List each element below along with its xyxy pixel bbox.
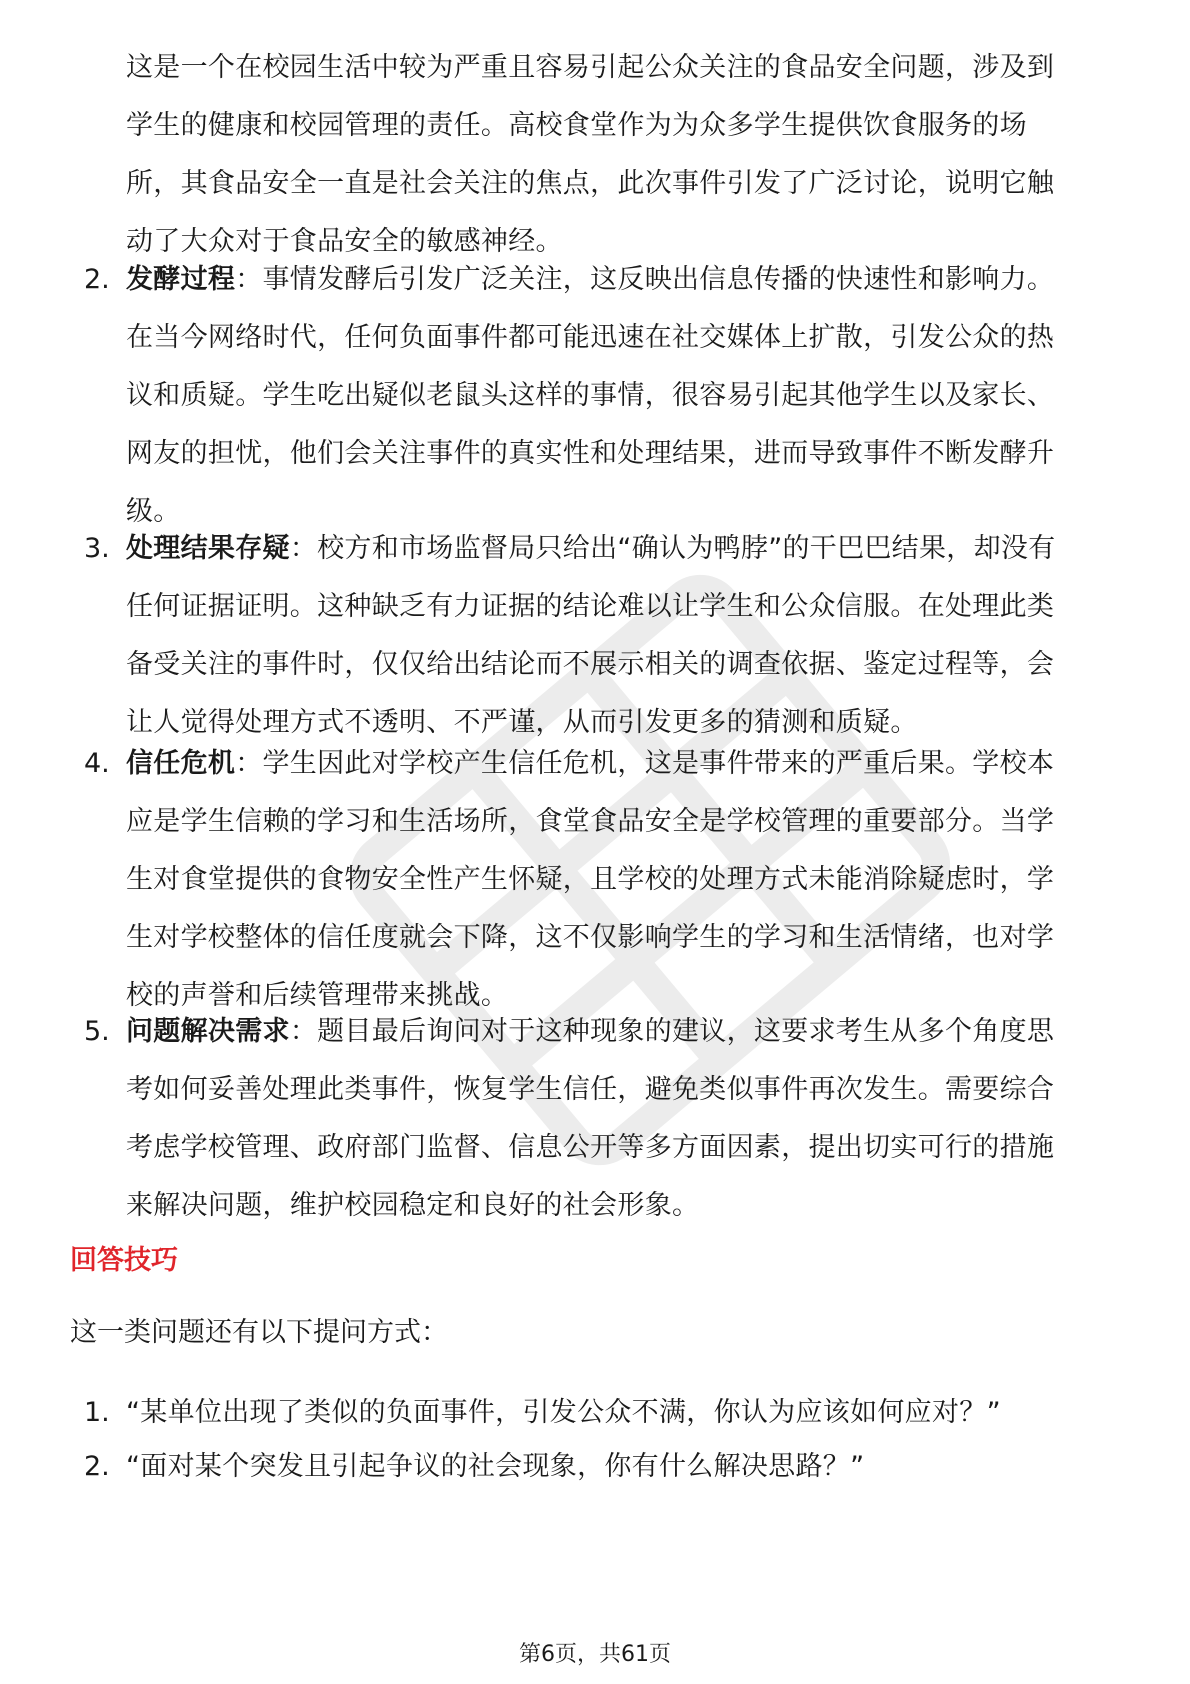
text-line: 考虑学校管理、政府部门监督、信息公开等多方面因素，提出切实可行的措施 bbox=[126, 1132, 1055, 1163]
section-heading: 回答技巧 bbox=[70, 1245, 178, 1276]
item-term: 问题解决需求 bbox=[126, 1016, 290, 1047]
text-line: 考如何妥善处理此类事件，恢复学生信任，避免类似事件再次发生。需要综合 bbox=[126, 1074, 1055, 1105]
item-text: ：校方和市场监督局只给出“确认为鸭脖”的干巴巴结果，却没有 bbox=[289, 533, 1056, 564]
list-number: 1. bbox=[84, 1397, 110, 1428]
text-line: 生对食堂提供的食物安全性产生怀疑，且学校的处理方式未能消除疑虑时，学 bbox=[126, 864, 1055, 895]
list-number: 2. bbox=[84, 264, 110, 295]
item-text: ：事情发酵后引发广泛关注，这反映出信息传播的快速性和影响力。 bbox=[235, 264, 1055, 295]
question-item: “面对某个突发且引起争议的社会现象，你有什么解决思路？” bbox=[126, 1451, 865, 1482]
list-item-first-line bbox=[126, 735, 1116, 793]
list-number: 2. bbox=[84, 1451, 110, 1482]
text-line: 级。 bbox=[126, 496, 181, 527]
list-item bbox=[126, 1003, 1116, 1235]
text-line: 应是学生信赖的学习和生活场所，食堂食品安全是学校管理的重要部分。当学 bbox=[126, 806, 1055, 837]
text-line: 让人觉得处理方式不透明、不严谨，从而引发更多的猜测和质疑。 bbox=[126, 707, 918, 738]
item-term: 处理结果存疑 bbox=[126, 533, 290, 564]
tips-intro: 这一类问题还有以下提问方式： bbox=[70, 1317, 448, 1348]
list-item-first-line bbox=[126, 251, 1116, 309]
text-line: 学生的健康和校园管理的责任。高校食堂作为为众多学生提供饮食服务的场 bbox=[126, 110, 1027, 141]
text-line: 校的声誉和后续管理带来挑战。 bbox=[126, 980, 509, 1011]
list-item bbox=[126, 520, 1116, 752]
list-item bbox=[126, 251, 1116, 541]
text-line: 议和质疑。学生吃出疑似老鼠头这样的事情，很容易引起其他学生以及家长、 bbox=[126, 380, 1055, 411]
item-term: 信任危机 bbox=[126, 748, 236, 779]
text-line: 网友的担忧，他们会关注事件的真实性和处理结果，进而导致事件不断发酵升 bbox=[126, 438, 1055, 469]
list-number: 4. bbox=[84, 748, 110, 779]
list-item-first-line bbox=[126, 520, 1116, 578]
text-line: 备受关注的事件时，仅仅给出结论而不展示相关的调查依据、鉴定过程等，会 bbox=[126, 649, 1055, 680]
text-line: 生对学校整体的信任度就会下降，这不仅影响学生的学习和生活情绪，也对学 bbox=[126, 922, 1055, 953]
list-number: 3. bbox=[84, 533, 110, 564]
text-line: 任何证据证明。这种缺乏有力证据的结论难以让学生和公众信服。在处理此类 bbox=[126, 591, 1055, 622]
question-item: “某单位出现了类似的负面事件，引发公众不满，你认为应该如何应对？” bbox=[126, 1397, 1001, 1428]
text-line: 所，其食品安全一直是社会关注的焦点，此次事件引发了广泛讨论，说明它触 bbox=[126, 168, 1055, 199]
text-line: 动了大众对于食品安全的敏感神经。 bbox=[126, 226, 563, 257]
list-number: 5. bbox=[84, 1016, 110, 1047]
intro-paragraph bbox=[126, 39, 1116, 271]
text-line: 这是一个在校园生活中较为严重且容易引起公众关注的食品安全问题，涉及到 bbox=[126, 52, 1055, 83]
list-item bbox=[126, 735, 1116, 1025]
text-line: 来解决问题，维护校园稳定和良好的社会形象。 bbox=[126, 1190, 700, 1221]
item-text: ：题目最后询问对于这种现象的建议，这要求考生从多个角度思 bbox=[289, 1016, 1055, 1047]
item-text: ：学生因此对学校产生信任危机，这是事件带来的严重后果。学校本 bbox=[235, 748, 1055, 779]
item-term: 发酵过程 bbox=[126, 264, 236, 295]
list-item-first-line bbox=[126, 1003, 1116, 1061]
page-footer: 第6页，共61页 bbox=[519, 1642, 671, 1667]
text-line: 在当今网络时代，任何负面事件都可能迅速在社交媒体上扩散，引发公众的热 bbox=[126, 322, 1055, 353]
